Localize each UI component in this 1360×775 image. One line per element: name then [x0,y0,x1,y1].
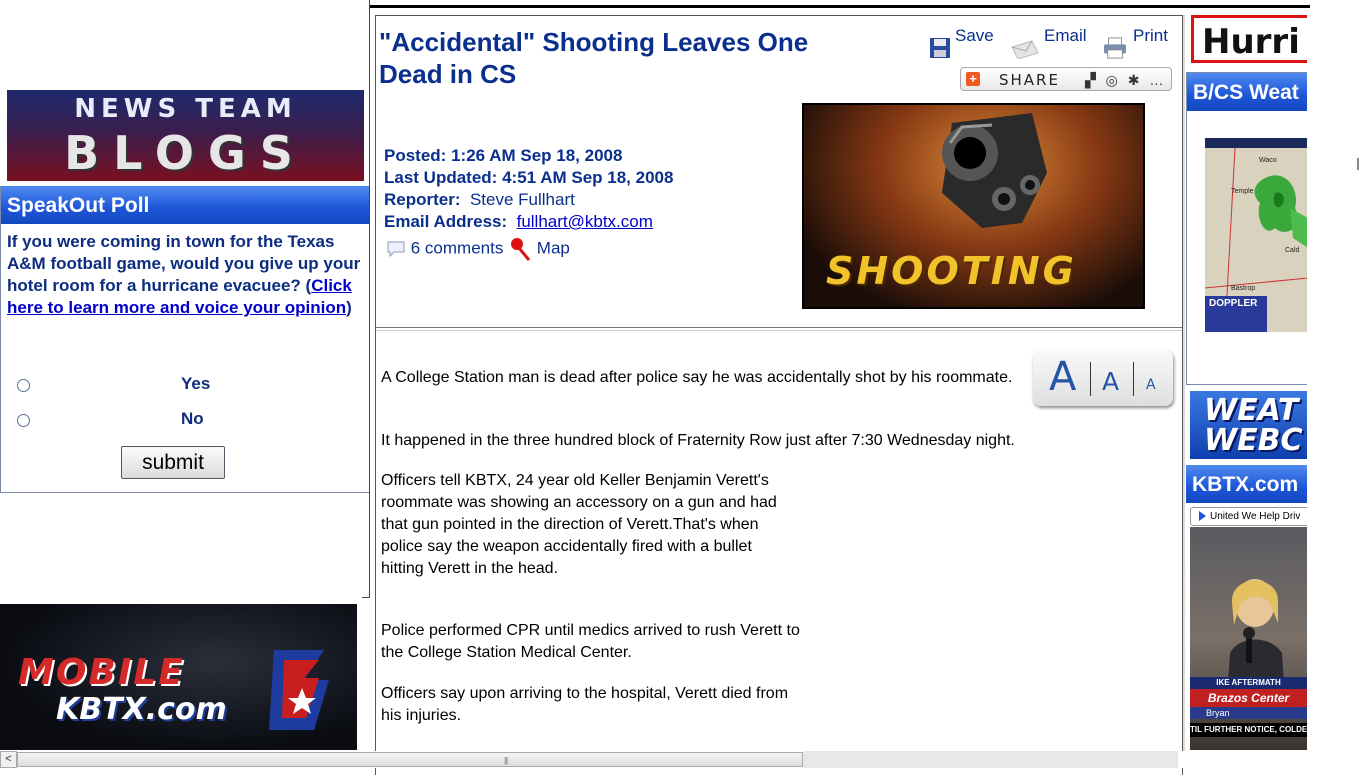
article-paragraph: Police performed CPR until medics arrived to rush Verett to the College Station Medical Center. [381,622,800,661]
news-team-blogs-banner[interactable] [7,90,364,181]
doppler-radar-map[interactable] [1205,138,1307,332]
posted-label: Posted: [384,146,447,165]
map-pin-icon [508,236,532,262]
article-paragraph: Officers say upon arriving to the hospital, Verett died from his injuries. [381,685,789,724]
email-address-label: Email Address: [384,212,508,231]
blogs-banner-line1: NEWS TEAM [74,94,297,124]
horizontal-scrollbar[interactable] [0,751,1360,768]
posted-row [384,145,673,167]
poll-question [7,231,367,319]
kbtx-video-title: KBTX.com [1186,465,1307,503]
top-rule [370,5,1310,8]
weather-webcam-banner[interactable] [1190,391,1307,459]
article-headline: "Accidental" Shooting Leaves One Dead in CS [379,27,809,89]
email-row [384,211,673,233]
font-size-separator [1090,362,1091,396]
doppler-label: DOPPLER [1209,298,1258,309]
weather-widget [1186,72,1307,385]
doppler-badge [1205,296,1267,332]
poll-option-yes[interactable] [17,374,357,394]
image-caption-shooting: SHOOTING [826,249,1077,293]
font-size-control [1033,350,1173,406]
radar-city-label: Cald [1285,247,1300,254]
save-label: Save [955,26,994,46]
video-title: United We Help Driv [1210,511,1301,522]
save-button[interactable] [929,26,994,59]
article-actions [386,236,570,262]
video-lower-third-sub: Bryan [1190,707,1307,719]
video-player[interactable] [1190,527,1307,750]
hurricane-banner[interactable] [1191,15,1307,63]
handgun-icon [922,113,1052,243]
reporter-email-link[interactable]: fullhart@kbtx.com [516,212,653,231]
article-paragraph: A College Station man is dead after police say he was accidentally shot by his roommate. [381,369,1013,386]
mobile-banner-line1: MOBILE [18,652,185,693]
kbtx-video-widget [1186,465,1307,750]
video-lower-third-main: Brazos Center [1190,689,1307,707]
article-paragraph: Officers tell KBTX, 24 year old Keller Benjamin Verett's roommate was showing an accessory on a gun and had that gun pointed in the direction of Verett.That's when police say the weapon accidentally fired with a bullet hitting Verett in the head. [381,472,777,577]
scroll-left-arrow-icon[interactable]: < [0,751,17,768]
email-button[interactable] [1010,26,1087,59]
scrollbar-thumb[interactable] [17,752,803,767]
comments-link[interactable]: 6 comments [410,238,504,258]
font-size-separator [1133,362,1134,396]
poll-title: SpeakOut Poll [1,186,369,224]
video-title-bar[interactable] [1190,507,1307,526]
poll-submit-button[interactable]: submit [121,446,225,479]
weather-title: B/CS Weat [1187,73,1307,111]
hurricane-banner-text: Hurri [1202,22,1300,62]
updated-row [384,167,673,189]
mobile-banner-line2: KBTX.com [56,692,227,727]
scrollbar-grip-icon: ||| [504,756,508,765]
share-button[interactable] [960,67,1172,91]
posted-value: 1:26 AM Sep 18, 2008 [451,146,623,165]
article-divider [376,327,1182,331]
scrollbar-track[interactable] [803,751,1178,768]
poll-learn-more-link[interactable]: Click here to learn more and voice your opinion [7,276,352,317]
edge-tick [1357,158,1359,170]
article-image-shooting [802,103,1145,309]
print-label: Print [1133,26,1168,46]
article-paragraph: It happened in the three hundred block of Fraternity Row just after 7:30 Wednesday night. [381,432,1015,449]
envelope-icon [1010,37,1040,59]
updated-value: 4:51 AM Sep 18, 2008 [502,168,674,187]
reporter-row [384,189,673,211]
print-button[interactable] [1101,26,1168,59]
floppy-disk-icon [929,37,951,59]
weatherweb-line1: WEAT [1204,393,1299,428]
poll-option-label: Yes [181,374,211,393]
poll-radio-no[interactable] [17,414,30,427]
weatherweb-line2: WEBC [1204,423,1303,458]
blogs-banner-line2: BLOGS [64,126,307,180]
poll-question-tail: ) [346,298,352,317]
right-column-divider [1183,15,1185,768]
page-right-edge [1310,0,1360,768]
reporter-value: Steve Fullhart [469,190,575,209]
speakout-poll [0,186,370,493]
email-label: Email [1044,26,1087,46]
poll-option-label: No [181,409,204,428]
share-label: SHARE [999,71,1060,89]
updated-label: Last Updated: [384,168,498,187]
column-divider [369,0,370,598]
font-size-large-button[interactable]: A [1049,354,1077,400]
video-lower-third-top: IKE AFTERMATH [1190,677,1307,689]
share-plus-icon: + [966,72,980,86]
kbtx-3-logo-icon [264,630,344,740]
font-size-small-button[interactable]: A [1146,377,1156,393]
map-link[interactable]: Map [536,238,570,258]
radar-city-label: Bastrop [1231,285,1256,292]
radar-city-label: Temple [1231,188,1254,195]
mobile-kbtx-banner[interactable] [0,604,357,750]
column-divider-foot [362,597,370,598]
printer-icon [1101,37,1129,59]
poll-question-text: If you were coming in town for the Texas A&M football game, would you give up your hotel room for a hurricane evacuee? ( [7,232,361,295]
article-meta [384,145,673,233]
reporter-label: Reporter: [384,190,461,209]
bookmark-services-icon: ▞ ◎ ✱ … [1085,72,1167,88]
comment-bubble-icon [386,240,406,258]
poll-radio-yes[interactable] [17,379,30,392]
radar-city-label: Waco [1259,157,1277,164]
poll-option-no[interactable] [17,409,357,429]
font-size-medium-button[interactable]: A [1102,367,1120,396]
play-icon [1199,511,1206,521]
video-ticker: TIL FURTHER NOTICE, COLDE [1190,723,1307,737]
